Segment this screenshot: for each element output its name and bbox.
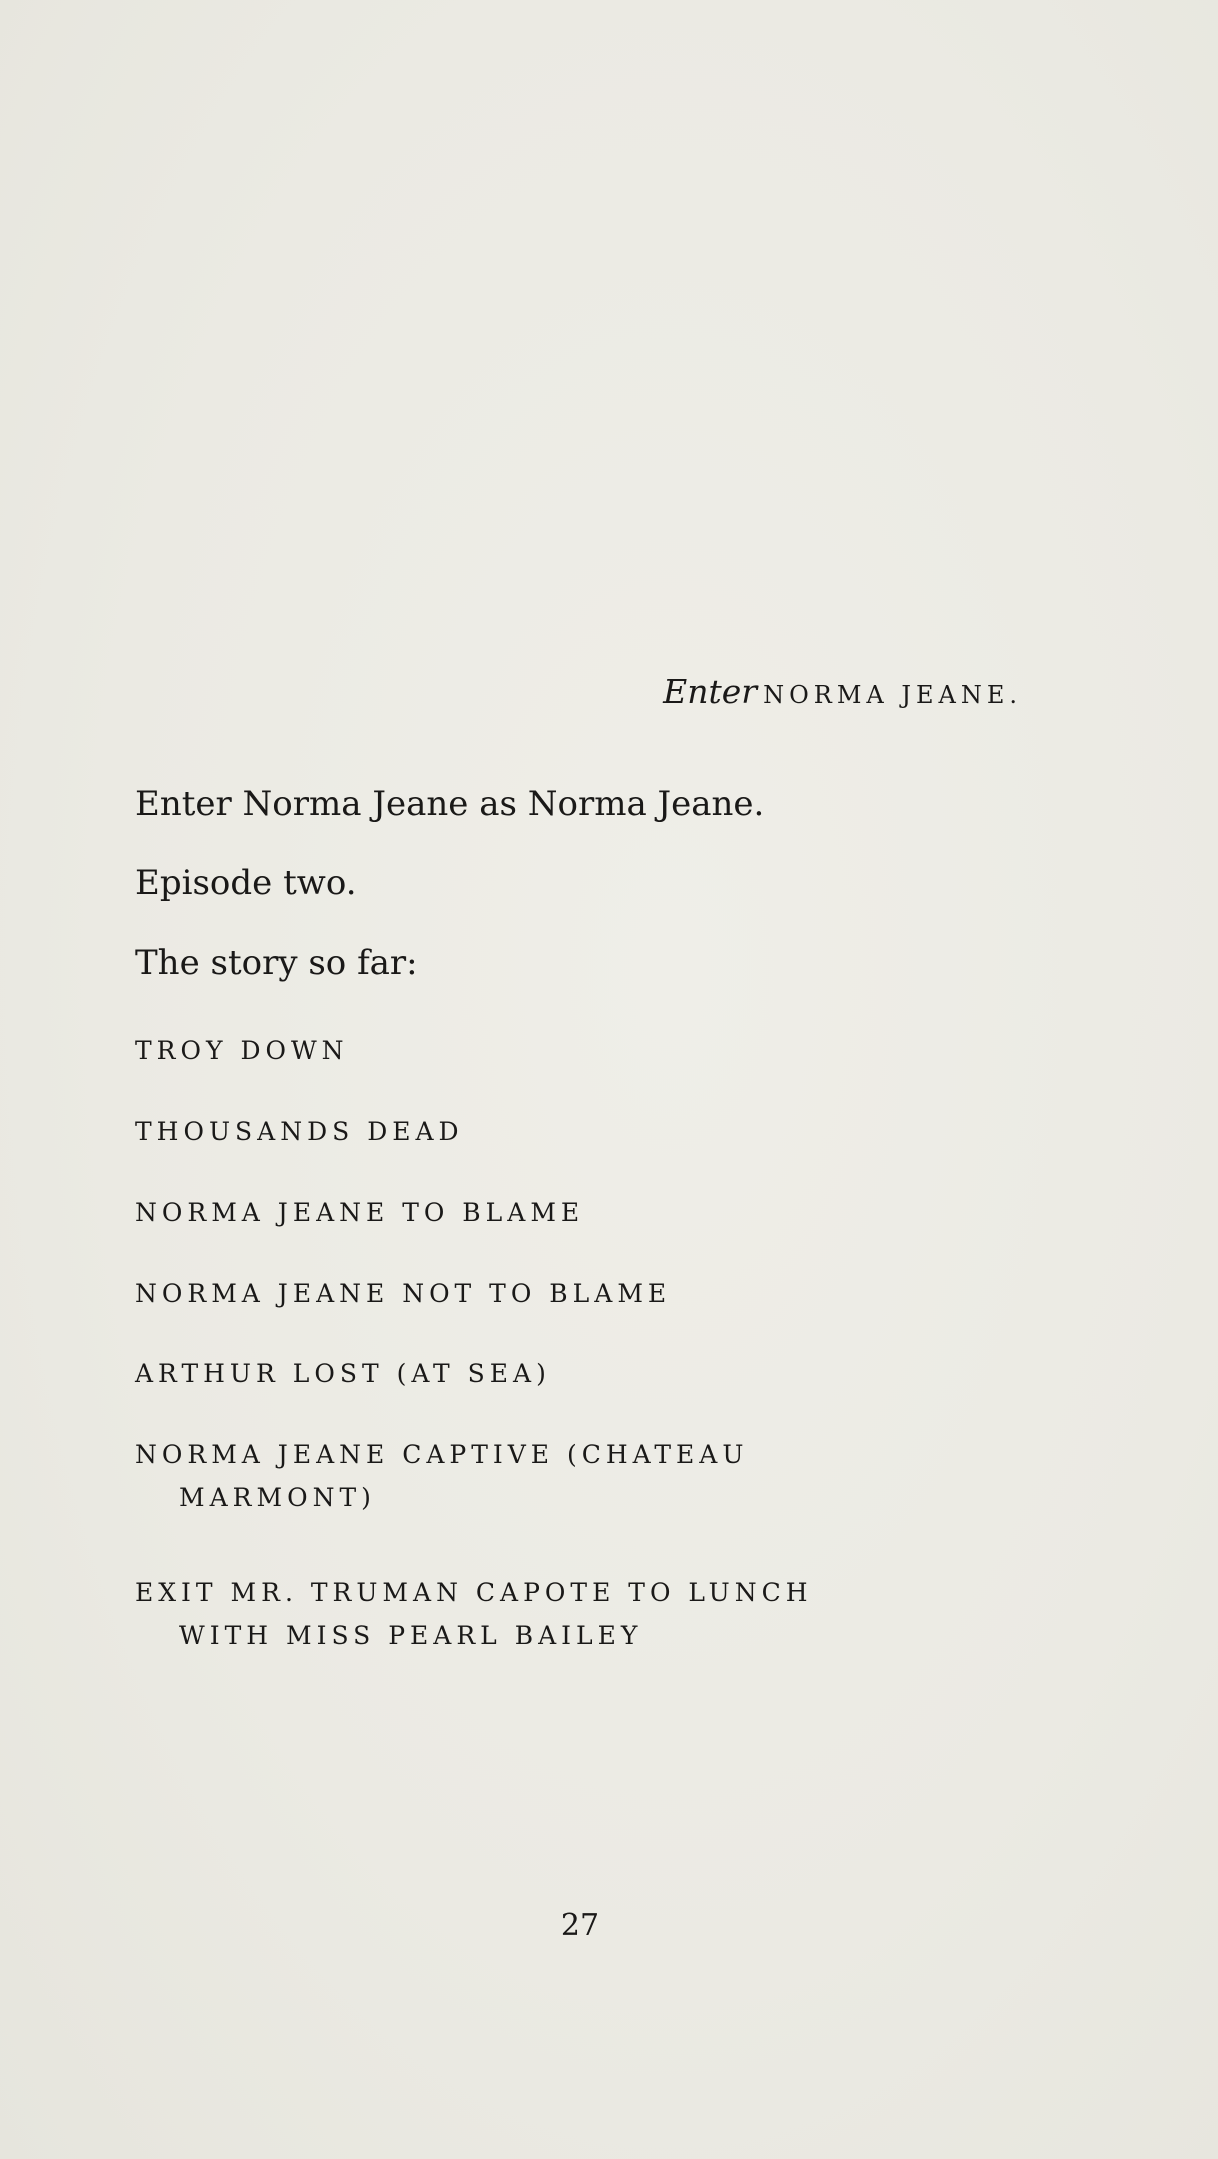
headline-5-text: ARTHUR LOST (AT SEA) (135, 1359, 551, 1388)
headline-6 (135, 1440, 748, 1512)
stage-direction-name: NORMA JEANE. (763, 681, 1022, 709)
headline-1 (135, 1036, 349, 1065)
headline-6-continuation: MARMONT) (179, 1483, 376, 1512)
headline-7-text: EXIT MR. TRUMAN CAPOTE TO LUNCH (135, 1578, 813, 1607)
headline-5 (135, 1359, 551, 1388)
page-number: 27 (560, 1908, 600, 1943)
headline-3-text: NORMA JEANE TO BLAME (135, 1198, 585, 1227)
verse-line-1: Enter Norma Jeane as Norma Jeane. (135, 784, 765, 824)
verse-line-2: Episode two. (135, 863, 357, 903)
headline-2 (135, 1117, 464, 1146)
verse-line-3: The story so far: (135, 943, 418, 983)
stage-direction-enter: Enter (663, 672, 758, 711)
headline-3 (135, 1198, 584, 1227)
stage-direction (663, 672, 1022, 711)
headline-2-text: THOUSANDS DEAD (135, 1117, 464, 1146)
headline-4 (135, 1279, 671, 1308)
headline-7-continuation: WITH MISS PEARL BAILEY (179, 1621, 643, 1650)
headline-1-text: TROY DOWN (135, 1036, 349, 1065)
headline-7 (135, 1578, 813, 1650)
headline-4-text: NORMA JEANE NOT TO BLAME (135, 1279, 672, 1308)
headline-6-text: NORMA JEANE CAPTIVE (CHATEAU (135, 1440, 749, 1469)
